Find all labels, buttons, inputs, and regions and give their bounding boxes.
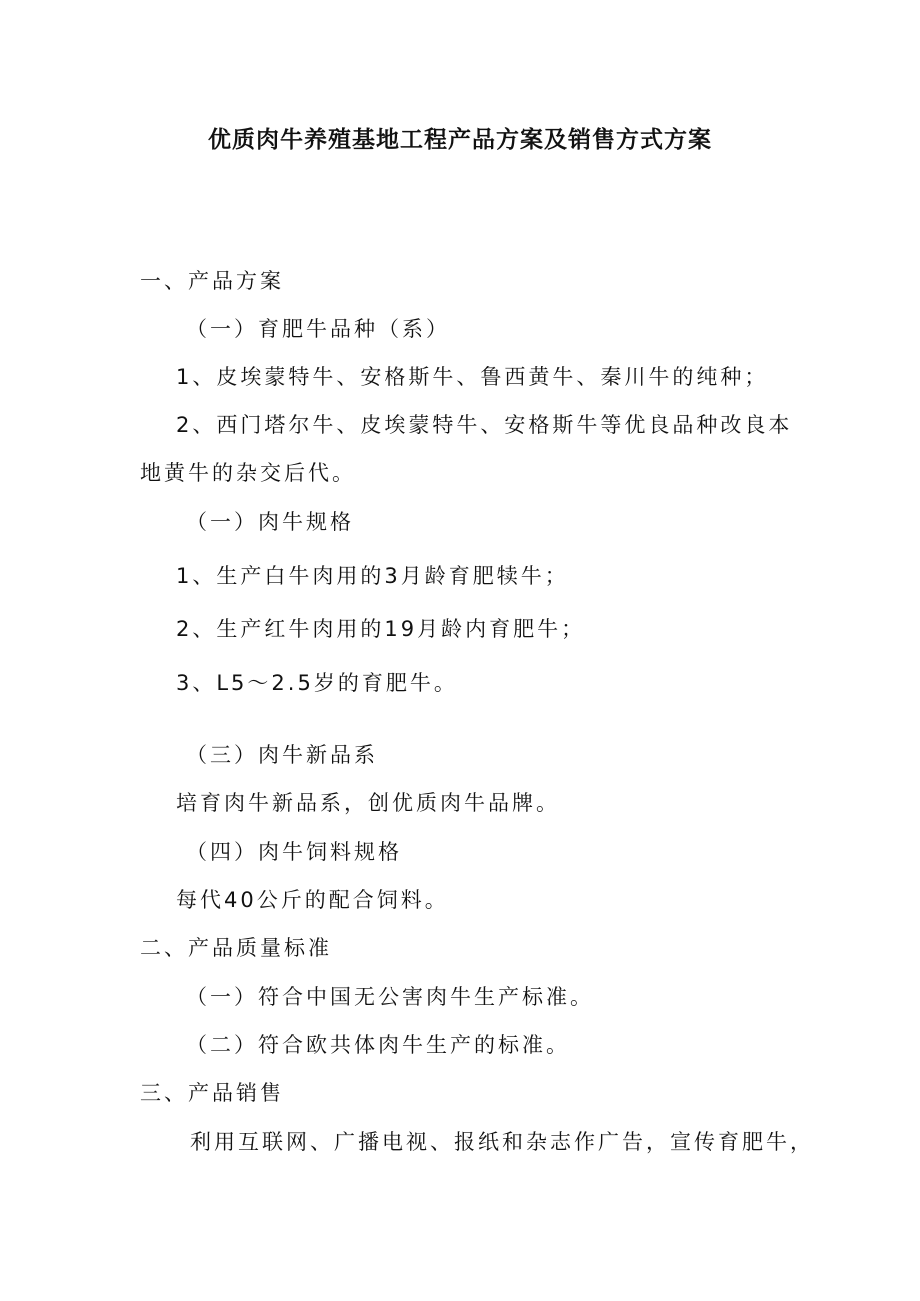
subsection-heading-breed: （一）育肥牛品种（系） — [186, 317, 450, 341]
paragraph-line: 2、西门塔尔牛、皮埃蒙特牛、安格斯牛等优良品种改良本 — [176, 413, 793, 437]
paragraph-line: 3、L5～2.5岁的育肥牛。 — [176, 671, 458, 695]
subsection-heading-feed: （四）肉牛饲料规格 — [186, 840, 402, 864]
document-title: 优质肉牛养殖基地工程产品方案及销售方式方案 — [208, 127, 712, 153]
paragraph-line: 1、生产白牛肉用的3月龄育肥犊牛； — [176, 564, 569, 588]
subsection-heading-specs: （一）肉牛规格 — [186, 510, 354, 534]
paragraph-line: 利用互联网、广播电视、报纸和杂志作广告，宣传育肥牛， — [190, 1130, 814, 1154]
paragraph-line: 培育肉牛新品系，创优质肉牛品牌。 — [176, 791, 560, 815]
paragraph-line: 地黄牛的杂交后代。 — [140, 461, 356, 485]
subsection-heading-new-strain: （三）肉牛新品系 — [186, 743, 378, 767]
section-heading-quality: 二、产品质量标准 — [140, 936, 332, 960]
section-heading-sales: 三、产品销售 — [140, 1081, 284, 1105]
paragraph-line: 每代40公斤的配合饲料。 — [176, 888, 449, 912]
paragraph-line: 2、生产红牛肉用的19月龄内育肥牛； — [176, 617, 586, 641]
paragraph-line: （二）符合欧共体肉牛生产的标准。 — [186, 1033, 570, 1057]
paragraph-line: 1、皮埃蒙特牛、安格斯牛、鲁西黄牛、秦川牛的纯种； — [176, 365, 769, 389]
section-heading-product-plan: 一、产品方案 — [140, 269, 284, 293]
paragraph-line: （一）符合中国无公害肉牛生产标准。 — [186, 985, 594, 1009]
